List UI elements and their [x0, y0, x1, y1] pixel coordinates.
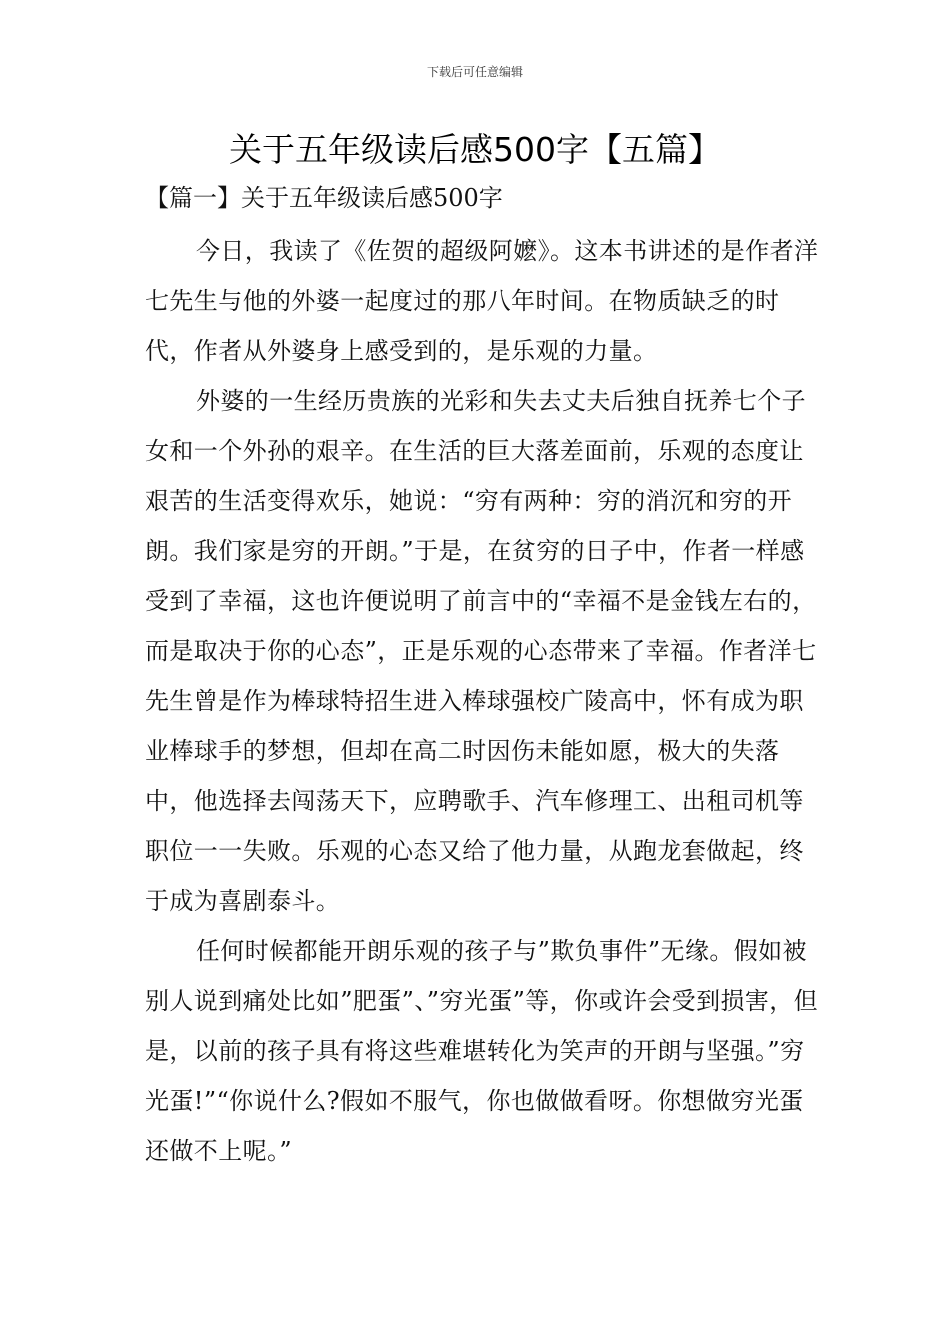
paragraph-3: 任何时候都能开朗乐观的孩子与”欺负事件”无缘。假如被别人说到痛处比如”肥蛋”、”穷光蛋”等，你或许会受到损害，但是，以前的孩子具有将这些难堪转化为笑声的开朗与坚强。”穷光蛋!”“你说什么?假如不服气，你也做做看呀。你想做穷光蛋还做不上呢。”	[145, 937, 819, 1165]
header-note: 下载后可任意编辑	[426, 65, 523, 79]
section-heading: 【篇一】关于五年级读后感500字	[145, 184, 503, 212]
body-text	[145, 226, 825, 1176]
document-title: 关于五年级读后感500字【五篇】	[229, 130, 721, 169]
paragraph-2: 外婆的一生经历贵族的光彩和失去丈夫后独自抚养七个子女和一个外孙的艰辛。在生活的巨大落差面前，乐观的态度让艰苦的生活变得欢乐，她说：“穷有两种：穷的消沉和穷的开朗。我们家是穷的开朗。”于是，在贫穷的日子中，作者一样感受到了幸福，这也许便说明了前言中的“幸福不是金钱左右的，而是取决于你的心态”，正是乐观的心态带来了幸福。作者洋七先生曾是作为棒球特招生进入棒球强校广陵高中，怀有成为职业棒球手的梦想，但却在高二时因伤未能如愿，极大的失落中，他选择去闯荡天下，应聘歌手、汽车修理工、出租司机等职位一一失败。乐观的心态又给了他力量，从跑龙套做起，终于成为喜剧泰斗。	[145, 387, 817, 915]
paragraph-1: 今日，我读了《佐贺的超级阿嬷》。这本书讲述的是作者洋七先生与他的外婆一起度过的那八年时间。在物质缺乏的时代，作者从外婆身上感受到的，是乐观的力量。	[145, 237, 819, 365]
